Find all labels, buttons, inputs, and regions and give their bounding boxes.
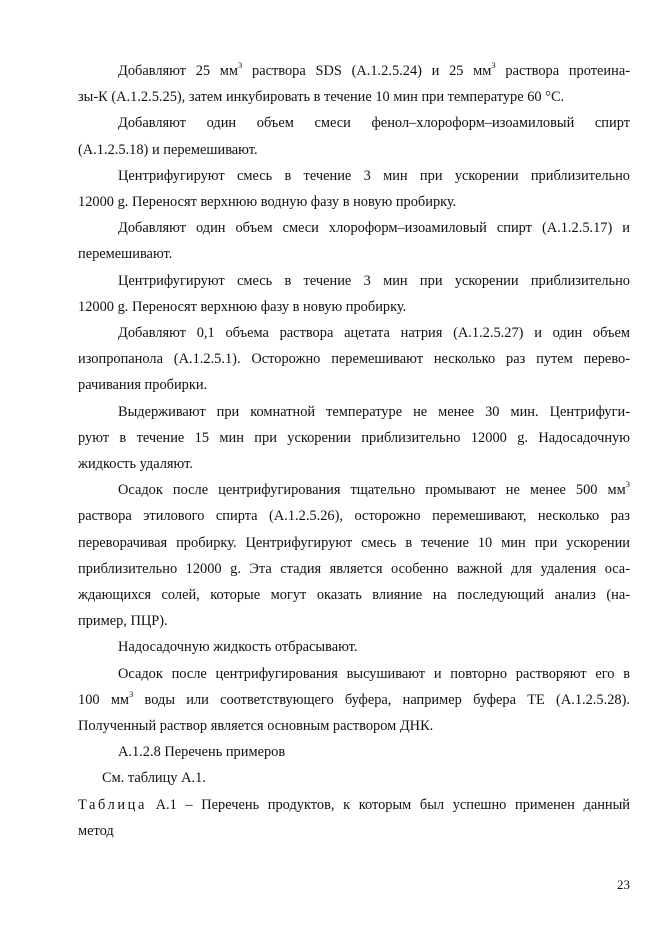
text-line: Центрифугируют смесь в течение 3 мин при ускорении приблизительно bbox=[118, 272, 630, 289]
caption-text: А.1 – Перечень продуктов, к которым был успешно применен данный bbox=[146, 796, 630, 813]
superscript: 3 bbox=[238, 60, 243, 70]
text-line: переворачивая пробирку. Центрифугируют смесь в течение 10 мин при ускорении bbox=[78, 534, 630, 551]
text-line: Надосадочную жидкость отбрасывают. bbox=[118, 639, 358, 656]
section-heading: А.1.2.8 Перечень примеров bbox=[118, 744, 286, 761]
paragraph-wash-pellet bbox=[78, 477, 630, 634]
paragraph-dry-pellet bbox=[78, 661, 630, 740]
text-line: Полученный раствор является основным раствором ДНК. bbox=[78, 718, 434, 735]
text-line: воды или соответствующего буфера, например буфера ТЕ (А.1.2.5.28). bbox=[133, 691, 630, 708]
caption-label: Таблица bbox=[78, 796, 147, 813]
text-line: Добавляют 25 мм bbox=[118, 63, 239, 79]
paragraph-centrifuge-1 bbox=[78, 163, 630, 215]
text-line: (А.1.2.5.18) и перемешивают. bbox=[78, 141, 258, 158]
text-line: изопропанола (А.1.2.5.1). Осторожно перемешивают несколько раз путем перево- bbox=[78, 351, 630, 368]
paragraph-centrifuge-2 bbox=[78, 268, 630, 320]
text-line: приблизительно 12000 g. Эта стадия является особенно важной для удаления оса- bbox=[78, 560, 630, 577]
text-line: Добавляют 0,1 объема раствора ацетата натрия (А.1.2.5.27) и один объем bbox=[118, 325, 630, 342]
paragraph-add-acetate bbox=[78, 320, 630, 399]
text-line: 100 мм bbox=[78, 691, 130, 708]
text-line: Центрифугируют смесь в течение 3 мин при ускорении приблизительно bbox=[118, 167, 630, 184]
caption-text-line2: метод bbox=[78, 822, 114, 839]
text-line: жидкость удаляют. bbox=[78, 456, 193, 473]
table-caption bbox=[78, 792, 630, 844]
superscript: 3 bbox=[491, 60, 496, 70]
text-line: 12000 g. Переносят верхнюю фазу в новую пробирку. bbox=[78, 298, 407, 315]
paragraph-add-phenol bbox=[78, 110, 630, 162]
page-content bbox=[78, 58, 630, 844]
text-line: Осадок после центрифугирования тщательно промывают не менее 500 мм bbox=[118, 482, 626, 499]
page-number: 23 bbox=[617, 877, 630, 892]
table-reference: См. таблицу А.1. bbox=[102, 770, 206, 787]
text-line: раствора этилового спирта (А.1.2.5.26), осторожно перемешивают, несколько раз bbox=[78, 508, 630, 525]
text-line: руют в течение 15 мин при ускорении приблизительно 12000 g. Надосадочную bbox=[78, 429, 630, 446]
superscript: 3 bbox=[625, 479, 630, 490]
text-line: Добавляют один объем смеси хлороформ–изоамиловый спирт (А.1.2.5.17) и bbox=[118, 220, 630, 237]
text-line: пример, ПЦР). bbox=[78, 613, 168, 630]
paragraph-add-sds bbox=[78, 58, 630, 110]
paragraph-incubate bbox=[78, 399, 630, 478]
paragraph-add-chloroform bbox=[78, 215, 630, 267]
text-line: раствора протеина- bbox=[495, 63, 630, 79]
text-line: 12000 g. Переносят верхнюю водную фазу в новую пробирку. bbox=[78, 194, 457, 211]
text-line: перемешивают. bbox=[78, 246, 173, 263]
text-line: Выдерживают при комнатной температуре не менее 30 мин. Центрифуги- bbox=[118, 403, 630, 420]
paragraph-discard bbox=[78, 634, 630, 660]
text-line: рачивания пробирки. bbox=[78, 377, 208, 394]
text-line: раствора SDS (А.1.2.5.24) и 25 мм bbox=[242, 63, 492, 79]
superscript: 3 bbox=[129, 688, 134, 699]
text-line: зы-К (А.1.2.5.25), затем инкубировать в течение 10 мин при температуре 60 °С. bbox=[78, 89, 565, 106]
text-line: Осадок после центрифугирования высушивают и повторно растворяют его в bbox=[118, 665, 630, 682]
text-line: ждающихся солей, которые могут оказать влияние на последующий анализ (на- bbox=[78, 587, 630, 604]
text-line: Добавляют один объем смеси фенол–хлороформ–изоамиловый спирт bbox=[118, 115, 630, 132]
